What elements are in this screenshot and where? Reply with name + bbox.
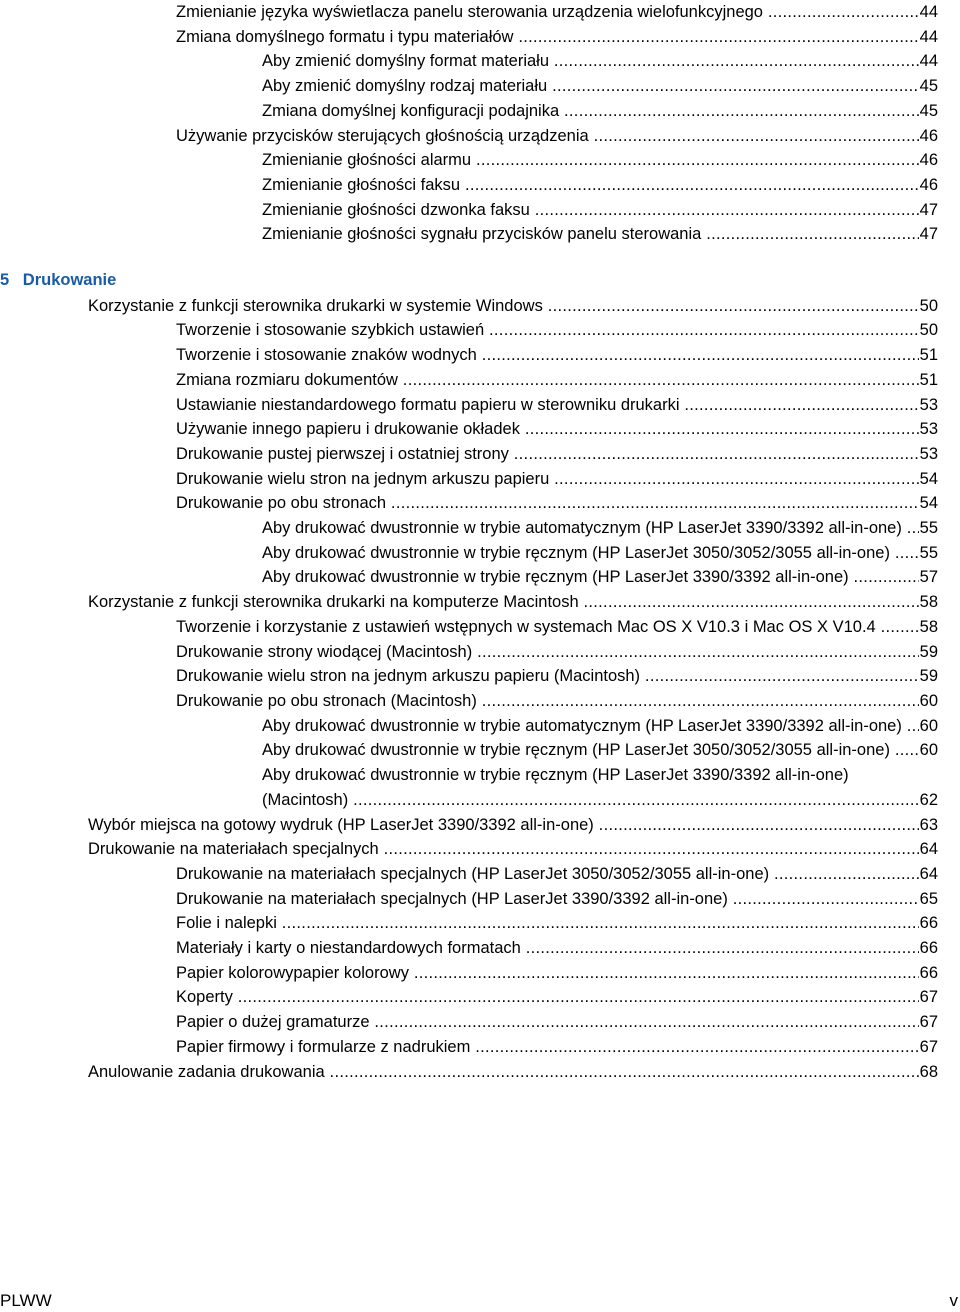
toc-entry-title: Aby drukować dwustronnie w trybie automatycznym (HP LaserJet 3390/3392 all-in-one) ..... (262, 516, 938, 541)
toc-entry-title: Folie i nalepki ..... (176, 911, 938, 936)
toc-entry-page-number: 45 (919, 74, 938, 99)
toc-entry-title: Papier firmowy i formularze z nadrukiem ..... (176, 1035, 938, 1060)
toc-entry[interactable] (262, 173, 938, 198)
toc-entry-title: Aby zmienić domyślny rodzaj materiału ..... (262, 74, 938, 99)
chapter-number: 5 (0, 271, 10, 290)
toc-entry[interactable] (88, 294, 938, 319)
toc-entry-title: Zmienianie języka wyświetlacza panelu sterowania urządzenia wielofunkcyjnego ..... (176, 0, 938, 25)
toc-entry-title: Anulowanie zadania drukowania ..... (88, 1060, 938, 1085)
toc-entry-title: Drukowanie na materiałach specjalnych ..... (88, 837, 938, 862)
toc-entry-page-number: 44 (919, 25, 938, 50)
toc-entry-title: Drukowanie po obu stronach (Macintosh) ..... (176, 689, 938, 714)
toc-entry[interactable] (262, 714, 938, 739)
toc-entry-page-number: 63 (919, 813, 938, 838)
toc-entry-title: Tworzenie i korzystanie z ustawień wstępnych w systemach Mac OS X V10.3 i Mac OS X V10.4 ..... (176, 615, 938, 640)
toc-entry[interactable] (262, 198, 938, 223)
toc-entry[interactable] (176, 664, 938, 689)
toc-entry[interactable] (262, 49, 938, 74)
toc-entry-title: Aby drukować dwustronnie w trybie ręcznym (HP LaserJet 3050/3052/3055 all-in-one) ..... (262, 738, 938, 763)
toc-entry[interactable] (176, 1010, 938, 1035)
toc-entry[interactable] (176, 124, 938, 149)
toc-entry-page-number: 47 (919, 198, 938, 223)
toc-entry-title: Korzystanie z funkcji sterownika drukarki na komputerze Macintosh ..... (88, 590, 938, 615)
toc-entry[interactable] (176, 689, 938, 714)
toc-entry-page-number: 64 (919, 862, 938, 887)
toc-entry-page-number: 46 (919, 148, 938, 173)
toc-entry-title: Zmienianie głośności alarmu ..... (262, 148, 938, 173)
toc-entry[interactable] (176, 467, 938, 492)
toc-entry[interactable] (262, 516, 938, 541)
toc-entry-page-number: 55 (919, 541, 938, 566)
toc-entry[interactable] (176, 393, 938, 418)
toc-entry[interactable] (176, 961, 938, 986)
toc-entry-title: Papier kolorowypapier kolorowy ..... (176, 961, 938, 986)
toc-entry-title: Zmiana domyślnego formatu i typu materiałów ..... (176, 25, 938, 50)
toc-entry-title: Materiały i karty o niestandardowych formatach ..... (176, 936, 938, 961)
toc-entry-page-number: 44 (919, 0, 938, 25)
toc-entry-title: Drukowanie strony wiodącej (Macintosh) ..... (176, 640, 938, 665)
toc-entry[interactable] (176, 0, 938, 25)
toc-entry-title: Używanie przycisków sterujących głośnością urządzenia ..... (176, 124, 938, 149)
toc-entry[interactable] (88, 590, 938, 615)
toc-entry[interactable] (262, 222, 938, 247)
toc-entry-title: Wybór miejsca na gotowy wydruk (HP LaserJet 3390/3392 all-in-one) ..... (88, 813, 938, 838)
toc-entry-page-number: 64 (919, 837, 938, 862)
toc-entry-page-number: 51 (919, 343, 938, 368)
toc-entry-title: Aby drukować dwustronnie w trybie ręcznym (HP LaserJet 3390/3392 all-in-one) (Macintosh) ..... (262, 763, 938, 812)
toc-entry-page-number: 54 (919, 491, 938, 516)
toc-entry-page-number: 51 (919, 368, 938, 393)
toc-entry-page-number: 57 (919, 565, 938, 590)
toc-entry-page-number: 53 (919, 442, 938, 467)
toc-entry-title: Aby zmienić domyślny format materiału ..... (262, 49, 938, 74)
toc-entry-page-number: 47 (919, 222, 938, 247)
toc-entry-title: Zmiana domyślnej konfiguracji podajnika ..... (262, 99, 938, 124)
toc-entry-page-number: 45 (919, 99, 938, 124)
toc-entry-title: Używanie innego papieru i drukowanie okładek ..... (176, 417, 938, 442)
toc-entry[interactable] (88, 1060, 938, 1085)
toc-entry-page-number: 66 (919, 961, 938, 986)
toc-entry[interactable] (262, 738, 938, 763)
toc-entry-title: Tworzenie i stosowanie znaków wodnych ..... (176, 343, 938, 368)
toc-entry-title: Zmienianie głośności dzwonka faksu ..... (262, 198, 938, 223)
toc-entry-page-number: 50 (919, 294, 938, 319)
page-footer (0, 1290, 960, 1312)
toc-entry-title: Zmienianie głośności sygnału przycisków panelu sterowania ..... (262, 222, 938, 247)
toc-entry[interactable] (262, 541, 938, 566)
toc-entry[interactable] (176, 442, 938, 467)
toc-entry[interactable] (262, 99, 938, 124)
toc-entry-page-number: 67 (919, 1010, 938, 1035)
toc-entry-page-number: 60 (919, 689, 938, 714)
toc-entry-page-number: 46 (919, 124, 938, 149)
toc-entry-page-number: 58 (919, 590, 938, 615)
toc-entry-page-number: 66 (919, 936, 938, 961)
toc-entry-page-number: 59 (919, 640, 938, 665)
toc-entry-title: Drukowanie po obu stronach ..... (176, 491, 938, 516)
toc-entry[interactable] (176, 887, 938, 912)
toc-entry-page-number: 66 (919, 911, 938, 936)
toc-entry-page-number: 58 (919, 615, 938, 640)
toc-entry-page-number: 54 (919, 467, 938, 492)
toc-entry-title: Korzystanie z funkcji sterownika drukarki w systemie Windows ..... (88, 294, 938, 319)
chapter-title: Drukowanie (22, 271, 117, 290)
toc-entry-page-number: 55 (919, 516, 938, 541)
toc-entry-title: Ustawianie niestandardowego formatu papieru w sterowniku drukarki ..... (176, 393, 938, 418)
toc-entry[interactable] (176, 911, 938, 936)
toc-entry[interactable] (176, 491, 938, 516)
toc-entry[interactable] (176, 25, 938, 50)
toc-entry-title: Koperty ..... (176, 985, 938, 1010)
toc-entry[interactable] (176, 615, 938, 640)
toc-entry-title: Papier o dużej gramaturze ..... (176, 1010, 938, 1035)
toc-entry[interactable] (176, 862, 938, 887)
toc-entry-page-number: 67 (919, 1035, 938, 1060)
toc-entry-page-number: 59 (919, 664, 938, 689)
toc-entry-title: Drukowanie wielu stron na jednym arkuszu papieru ..... (176, 467, 938, 492)
toc-entry-page-number: 68 (919, 1060, 938, 1085)
toc-entry[interactable] (176, 985, 938, 1010)
footer-locale-code: PLWW (0, 1291, 52, 1310)
toc-entry-page-number: 44 (919, 49, 938, 74)
toc-entry-page-number: 50 (919, 318, 938, 343)
toc-entry[interactable] (176, 343, 938, 368)
toc-entry-page-number: 60 (919, 714, 938, 739)
toc-entry[interactable] (262, 74, 938, 99)
toc-entry-page-number: 53 (919, 417, 938, 442)
toc-entry[interactable] (88, 813, 938, 838)
toc-entry-page-number: 53 (919, 393, 938, 418)
toc-entry-title: Tworzenie i stosowanie szybkich ustawień ..... (176, 318, 938, 343)
toc-entry-page-number: 46 (919, 173, 938, 198)
toc-entry-title: Drukowanie na materiałach specjalnych (HP LaserJet 3390/3392 all-in-one) ..... (176, 887, 938, 912)
toc-entry-page-number: 67 (919, 985, 938, 1010)
toc-entry[interactable] (176, 368, 938, 393)
toc-section-chapter-4-tail (0, 0, 960, 247)
toc-entry-title: Zmiana rozmiaru dokumentów ..... (176, 368, 938, 393)
toc-section-chapter-5 (0, 294, 960, 1085)
toc-entry-title: Drukowanie wielu stron na jednym arkuszu papieru (Macintosh) ..... (176, 664, 938, 689)
toc-entry-title: Drukowanie na materiałach specjalnych (HP LaserJet 3050/3052/3055 all-in-one) ..... (176, 862, 938, 887)
toc-entry-page-number: 62 (919, 788, 938, 813)
toc-entry[interactable] (88, 837, 938, 862)
toc-entry-title: Drukowanie pustej pierwszej i ostatniej strony ..... (176, 442, 938, 467)
footer-page-number: v (949, 1291, 958, 1310)
toc-entry[interactable] (176, 417, 938, 442)
toc-entry-page-number: 65 (919, 887, 938, 912)
toc-entry[interactable] (262, 763, 938, 812)
toc-entry-title: Zmienianie głośności faksu ..... (262, 173, 938, 198)
toc-entry-title: Aby drukować dwustronnie w trybie ręcznym (HP LaserJet 3050/3052/3055 all-in-one) ..... (262, 541, 938, 566)
toc-entry[interactable] (262, 148, 938, 173)
toc-entry[interactable] (176, 640, 938, 665)
toc-entry-title: Aby drukować dwustronnie w trybie ręcznym (HP LaserJet 3390/3392 all-in-one) ..... (262, 565, 938, 590)
toc-entry[interactable] (176, 936, 938, 961)
toc-entry-page-number: 60 (919, 738, 938, 763)
toc-entry[interactable] (176, 318, 938, 343)
toc-entry[interactable] (262, 565, 938, 590)
chapter-heading[interactable] (0, 268, 960, 293)
toc-entry-title: Aby drukować dwustronnie w trybie automatycznym (HP LaserJet 3390/3392 all-in-one) ..... (262, 714, 938, 739)
toc-entry[interactable] (176, 1035, 938, 1060)
